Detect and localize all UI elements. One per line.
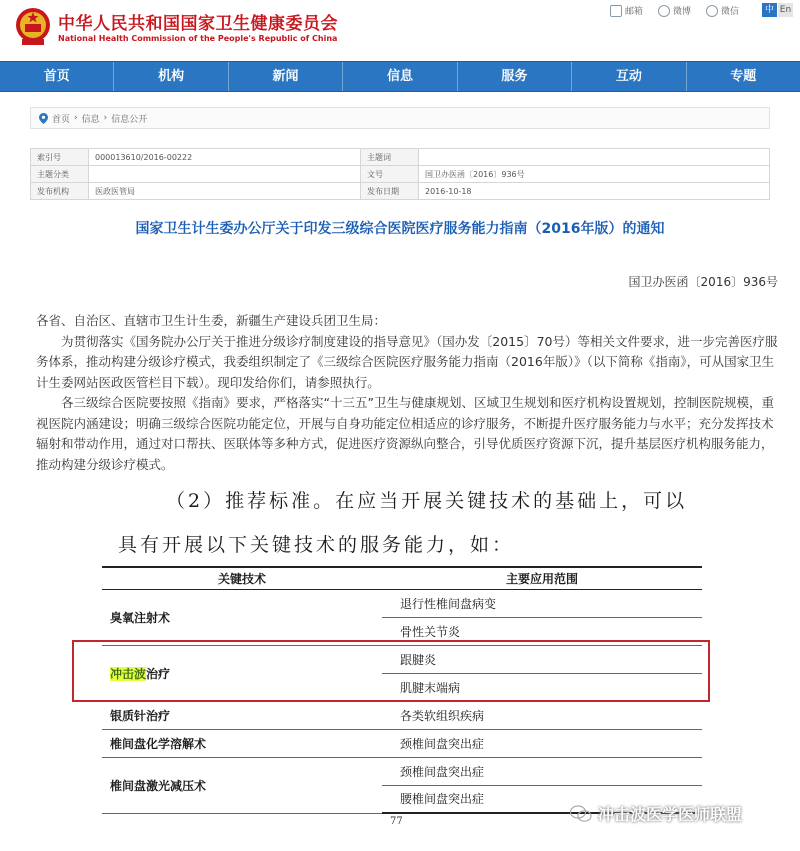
technology-name-rest: 治疗: [146, 666, 171, 681]
application-scope: 肌腱末端病: [382, 673, 702, 701]
nav-topics[interactable]: 专题: [730, 69, 757, 84]
nav-information[interactable]: 信息: [343, 62, 457, 91]
nav-news[interactable]: 新闻: [229, 62, 343, 91]
application-scope: 颈椎间盘突出症: [382, 729, 702, 757]
table-row: [102, 701, 702, 729]
watermark-text: 冲击波医学医师联盟: [598, 805, 743, 824]
wechat-link[interactable]: [706, 4, 739, 17]
table-row: [31, 149, 770, 166]
meta-key: 发布日期: [361, 183, 419, 200]
technology-name: 臭氧注射术: [102, 589, 382, 645]
site-header: [0, 0, 800, 58]
main-nav: [0, 61, 800, 92]
technology-name: 银质针治疗: [102, 701, 382, 729]
meta-value: [89, 166, 361, 183]
meta-value: 2016-10-18: [419, 183, 770, 200]
document-body: [36, 311, 781, 475]
breadcrumb-information[interactable]: 信息: [81, 114, 100, 125]
wechat-logo-icon: [570, 805, 592, 823]
watermark: [570, 802, 742, 825]
lang-chinese[interactable]: 中: [762, 3, 777, 17]
site-subtitle: National Health Commission of the People's Republic of China: [58, 34, 338, 43]
document-meta-table: [30, 148, 770, 200]
application-scope: 腰椎间盘突出症: [382, 785, 702, 813]
application-scope: 退行性椎间盘病变: [382, 589, 702, 617]
meta-key: 主题词: [361, 149, 419, 166]
meta-key: 主题分类: [31, 166, 89, 183]
application-scope: 颈椎间盘突出症: [382, 757, 702, 785]
breadcrumb: [30, 107, 770, 129]
nav-interaction[interactable]: 互动: [572, 62, 686, 91]
application-scope: 各类软组织疾病: [382, 701, 702, 729]
meta-value: 医政医管局: [89, 183, 361, 200]
breadcrumb-home[interactable]: 首页: [52, 114, 71, 125]
meta-key: 文号: [361, 166, 419, 183]
national-emblem-icon[interactable]: [14, 6, 52, 48]
weibo-link[interactable]: [658, 4, 691, 17]
location-pin-icon: [39, 113, 48, 124]
column-header: 关键技术: [102, 567, 382, 589]
lang-english[interactable]: En: [779, 5, 792, 15]
document-title: 国家卫生计生委办公厅关于印发三级综合医院医疗服务能力指南（2016年版）的通知: [135, 221, 665, 237]
weibo-label: 微博: [673, 7, 692, 17]
site-title[interactable]: 中华人民共和国国家卫生健康委员会: [58, 14, 338, 34]
highlighted-term: 冲击波: [110, 666, 147, 681]
table-row: [102, 757, 702, 785]
document-number: 国卫办医函〔2016〕936号: [628, 275, 778, 289]
salutation: 各省、自治区、直辖市卫生计生委，新疆生产建设兵团卫生局：: [36, 313, 387, 328]
nav-home[interactable]: 首页: [0, 62, 114, 91]
highlight-frame: [72, 640, 710, 702]
wechat-icon: [706, 5, 718, 17]
book-line: （2）推荐标准。在应当开展关键技术的基础上，可以: [166, 490, 688, 512]
breadcrumb-separator: ›: [74, 113, 78, 123]
breadcrumb-disclosure[interactable]: 信息公开: [111, 114, 148, 125]
table-header-row: [102, 567, 702, 589]
meta-key: 发布机构: [31, 183, 89, 200]
meta-value: 000013610/2016-00222: [89, 149, 361, 166]
weibo-icon: [658, 5, 670, 17]
book-line: 具有开展以下关键技术的服务能力，如：: [118, 534, 515, 556]
wechat-label: 微信: [721, 7, 740, 17]
application-scope: 跟腱炎: [382, 645, 702, 673]
column-header: 主要应用范围: [382, 567, 702, 589]
body-paragraph: 为贯彻落实《国务院办公厅关于推进分级诊疗制度建设的指导意见》（国办发〔2015〕70号）等相关文件要求，进一步完善医疗服务体系，推动构建分级诊疗模式，我委组织制定了《三级综合医院医疗服务能力指南（2016年版）》（以下简称《指南》，可从国家卫生计生委网站医政医管栏目下载）。现印发给你们，请参照执行。: [36, 333, 778, 390]
mail-link[interactable]: [610, 4, 643, 17]
table-row: [31, 166, 770, 183]
table-row: [102, 729, 702, 757]
technology-name: 椎间盘激光减压术: [102, 757, 382, 813]
body-paragraph: 各三级综合医院要按照《指南》要求，严格落实“十三五”卫生与健康规划、区域卫生规划和医疗机构设置规划，控制医院规模，重视医院内涵建设；明确三级综合医院功能定位，开展与自身功能定位相适应的诊疗服务，不断提升医疗服务能力与水平；充分发挥技术辐射和带动作用，通过对口帮扶、医联体等多种方式，促进医疗资源纵向整合，引导优质医疗资源下沉，提升基层医疗机构服务能力，推动构建分级诊疗模式。: [36, 395, 774, 472]
table-row: [102, 589, 702, 617]
table-row: [31, 183, 770, 200]
mail-label: 邮箱: [625, 7, 644, 17]
nav-organization[interactable]: 机构: [114, 62, 228, 91]
nav-services[interactable]: 服务: [458, 62, 572, 91]
breadcrumb-separator: ›: [103, 113, 108, 123]
mail-icon: [610, 5, 622, 17]
technology-name: 椎间盘化学溶解术: [102, 729, 382, 757]
page-number: 77: [390, 816, 403, 827]
meta-value: [419, 149, 770, 166]
meta-value: 国卫办医函〔2016〕936号: [419, 166, 770, 183]
meta-key: 索引号: [31, 149, 89, 166]
application-scope: 骨性关节炎: [382, 617, 702, 645]
